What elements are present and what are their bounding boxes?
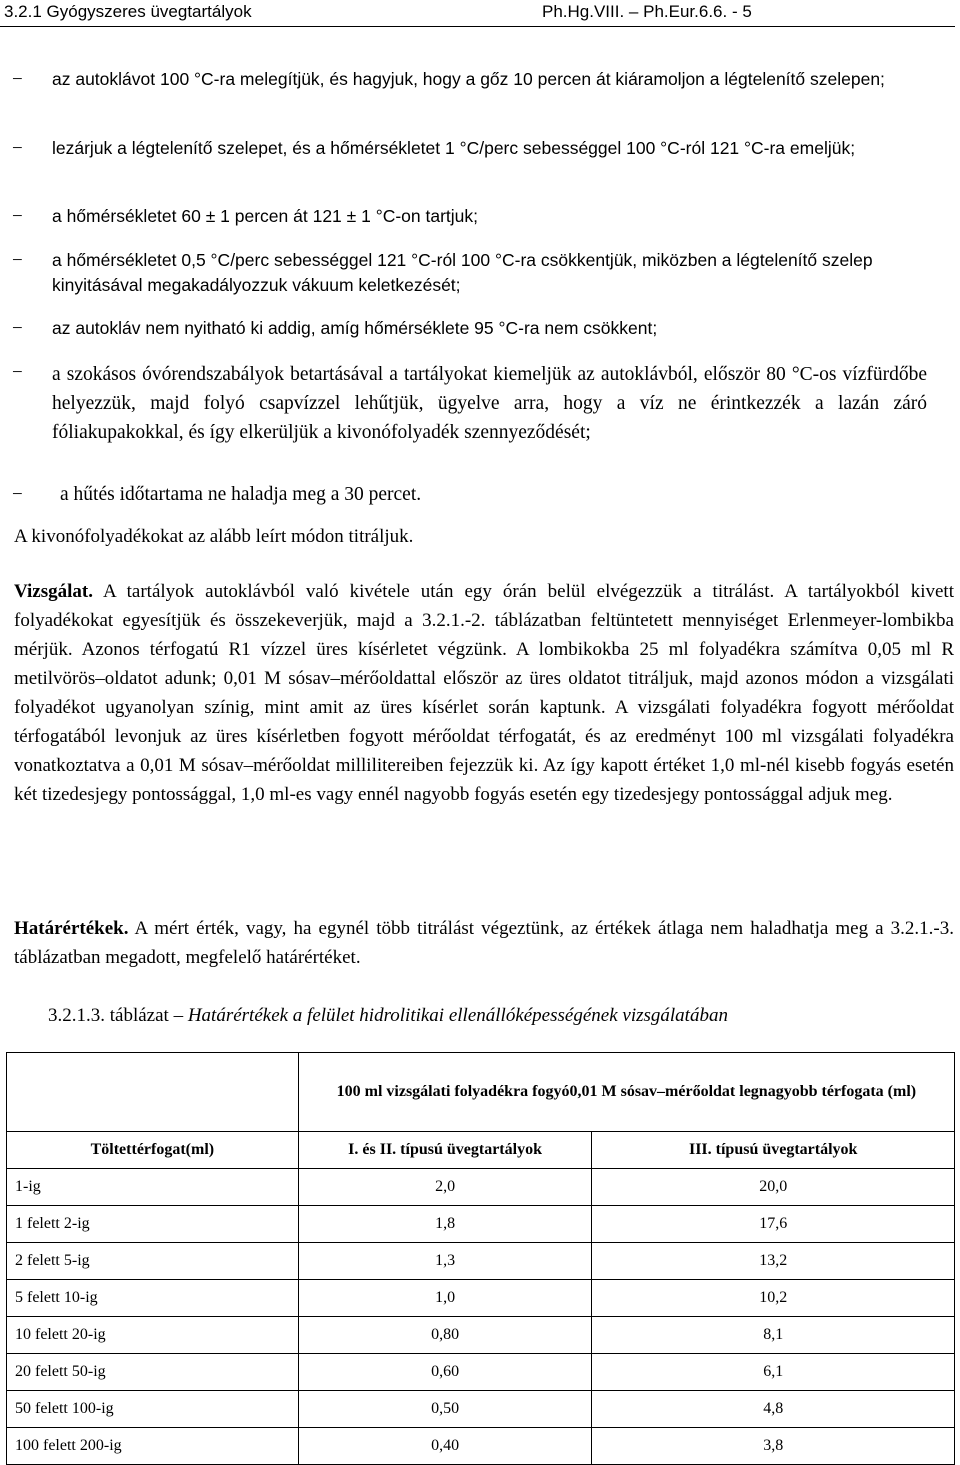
table-cell: 8,1 xyxy=(592,1317,955,1354)
table-cell: 0,80 xyxy=(298,1317,592,1354)
limits-table xyxy=(6,1052,955,1465)
list-item-text: az autokláv nem nyitható ki addig, amíg hőmérséklete 95 °C-ra nem csökkent; xyxy=(52,318,658,338)
test-heading: Vizsgálat. xyxy=(14,581,93,602)
header-pharmacopoeia-ref: Ph.Hg.VIII. – Ph.Eur.6.6. - 5 xyxy=(542,2,752,21)
column-header: Töltettérfogat(ml) xyxy=(7,1132,299,1169)
table-row xyxy=(7,1428,955,1465)
table-row xyxy=(7,1317,955,1354)
table-caption xyxy=(48,1003,938,1028)
table-cell: 0,60 xyxy=(298,1354,592,1391)
list-item-text: a szokásos óvórendszabályok betartásával a tartályokat kiemeljük az autoklávból, először 80 °C-os vízfürdőbe helyezzük, majd folyó csapvízzel lehűtjük, ügyelve arra, hogy a víz ne érintkezzék a lazán záró fóliakupakokkal, és így elkerüljük a kivonófolyadék szennyeződését; xyxy=(52,364,927,443)
column-header: I. és II. típusú üvegtartályok xyxy=(298,1132,592,1169)
table-cell: 2 felett 5-ig xyxy=(7,1243,299,1280)
table-row xyxy=(7,1280,955,1317)
list-item-text: lezárjuk a légtelenítő szelepet, és a hőmérsékletet 1 °C/perc sebességgel 100 °C-ról 121 °C-ra emeljük; xyxy=(52,138,856,158)
column-header: III. típusú üvegtartályok xyxy=(592,1132,955,1169)
table-cell: 0,50 xyxy=(298,1391,592,1428)
table-cell: 17,6 xyxy=(592,1206,955,1243)
list-item-text: az autoklávot 100 °C-ra melegítjük, és hagyjuk, hogy a gőz 10 percen át kiáramoljon a légtelenítő szelepen; xyxy=(52,69,885,89)
table-number: 3.2.1.3. táblázat – xyxy=(48,1005,184,1026)
table-cell: 10,2 xyxy=(592,1280,955,1317)
header-section-title: 3.2.1 Gyógyszeres üvegtartályok xyxy=(4,2,252,21)
table-row xyxy=(7,1391,955,1428)
table-row xyxy=(7,1243,955,1280)
table-cell: 4,8 xyxy=(592,1391,955,1428)
list-item-text: a hőmérsékletet 0,5 °C/perc sebességgel 121 °C-ról 100 °C-ra csökkentjük, miközben a légtelenítő szelep kinyitásával megakadályozzuk vákuum keletkezését; xyxy=(52,250,873,295)
table-cell: 1,8 xyxy=(298,1206,592,1243)
table-cell: 10 felett 20-ig xyxy=(7,1317,299,1354)
intro-paragraph: A kivonófolyadékokat az alább leírt módon titráljuk. xyxy=(14,526,414,547)
table-cell: 1,3 xyxy=(298,1243,592,1280)
table-cell: 5 felett 10-ig xyxy=(7,1280,299,1317)
table-cell: 13,2 xyxy=(592,1243,955,1280)
test-text: A tartályok autoklávból való kivétele után egy órán belül elvégezzük a titrálást. A tartályokból kivett folyadékokat egyesítjük és összekeverjük, majd a 3.2.1.-2. táblázatban feltüntetett mennyiséget Erlenmeyer-lombikba mérjük. Azonos térfogatú R1 vízzel üres kísérletet végzünk. A lombikokba 25 ml folyadékra számítva 0,05 ml R metilvörös–oldatot adunk; 0,01 M sósav–mérőoldattal először az üres oldatot titráljuk, majd azonos módon a vizsgálati folyadékot ugyanolyan színig, mint amit az üres kísérlet során kaptunk. A vizsgálati folyadékra fogyott mérőoldat térfogatából levonjuk az üres kísérletben fogyott mérőoldat térfogatát, és az eredményt 100 ml vizsgálati folyadékra vonatkoztatva a 0,01 M sósav–mérőoldat millilitereiben fejezzük ki. Az így kapott értéket 1,0 ml-nél kisebb fogyás esetén két tizedesjegy pontossággal, 1,0 ml-es vagy ennél nagyobb fogyás esetén egy tizedesjegy pontossággal adjuk meg. xyxy=(14,581,954,805)
table-cell: 1 felett 2-ig xyxy=(7,1206,299,1243)
table-cell: 20 felett 50-ig xyxy=(7,1354,299,1391)
table-row xyxy=(7,1206,955,1243)
table-cell: 100 felett 200-ig xyxy=(7,1428,299,1465)
table-title: Határértékek a felület hidrolitikai ellenállóképességének vizsgálatában xyxy=(187,1005,728,1026)
table-cell: 1,0 xyxy=(298,1280,592,1317)
table-row xyxy=(7,1354,955,1391)
table-cell: 3,8 xyxy=(592,1428,955,1465)
table-cell: 50 felett 100-ig xyxy=(7,1391,299,1428)
table-cell: 2,0 xyxy=(298,1169,592,1206)
table-header-row xyxy=(7,1132,955,1169)
table-group-header: 100 ml vizsgálati folyadékra fogyó0,01 M sósav–mérőoldat legnagyobb térfogata (ml) xyxy=(298,1053,954,1132)
page-header xyxy=(0,0,955,27)
table-cell: 0,40 xyxy=(298,1428,592,1465)
limits-paragraph xyxy=(14,914,954,972)
list-item-text: a hőmérsékletet 60 ± 1 percen át 121 ± 1 °C-on tartjuk; xyxy=(52,206,479,226)
table-cell: 1-ig xyxy=(7,1169,299,1206)
table-cell: 20,0 xyxy=(592,1169,955,1206)
table-cell: 6,1 xyxy=(592,1354,955,1391)
limits-heading: Határértékek. xyxy=(14,918,129,939)
limits-text: A mért érték, vagy, ha egynél több titrálást végeztünk, az értékek átlaga nem haladhatja meg a 3.2.1.-3. táblázatban megadott, megfelelő határértéket. xyxy=(14,918,954,968)
test-paragraph xyxy=(14,577,954,809)
table-group-header-row xyxy=(7,1053,955,1132)
table-row xyxy=(7,1169,955,1206)
list-item-text: a hűtés időtartama ne haladja meg a 30 percet. xyxy=(60,484,422,505)
